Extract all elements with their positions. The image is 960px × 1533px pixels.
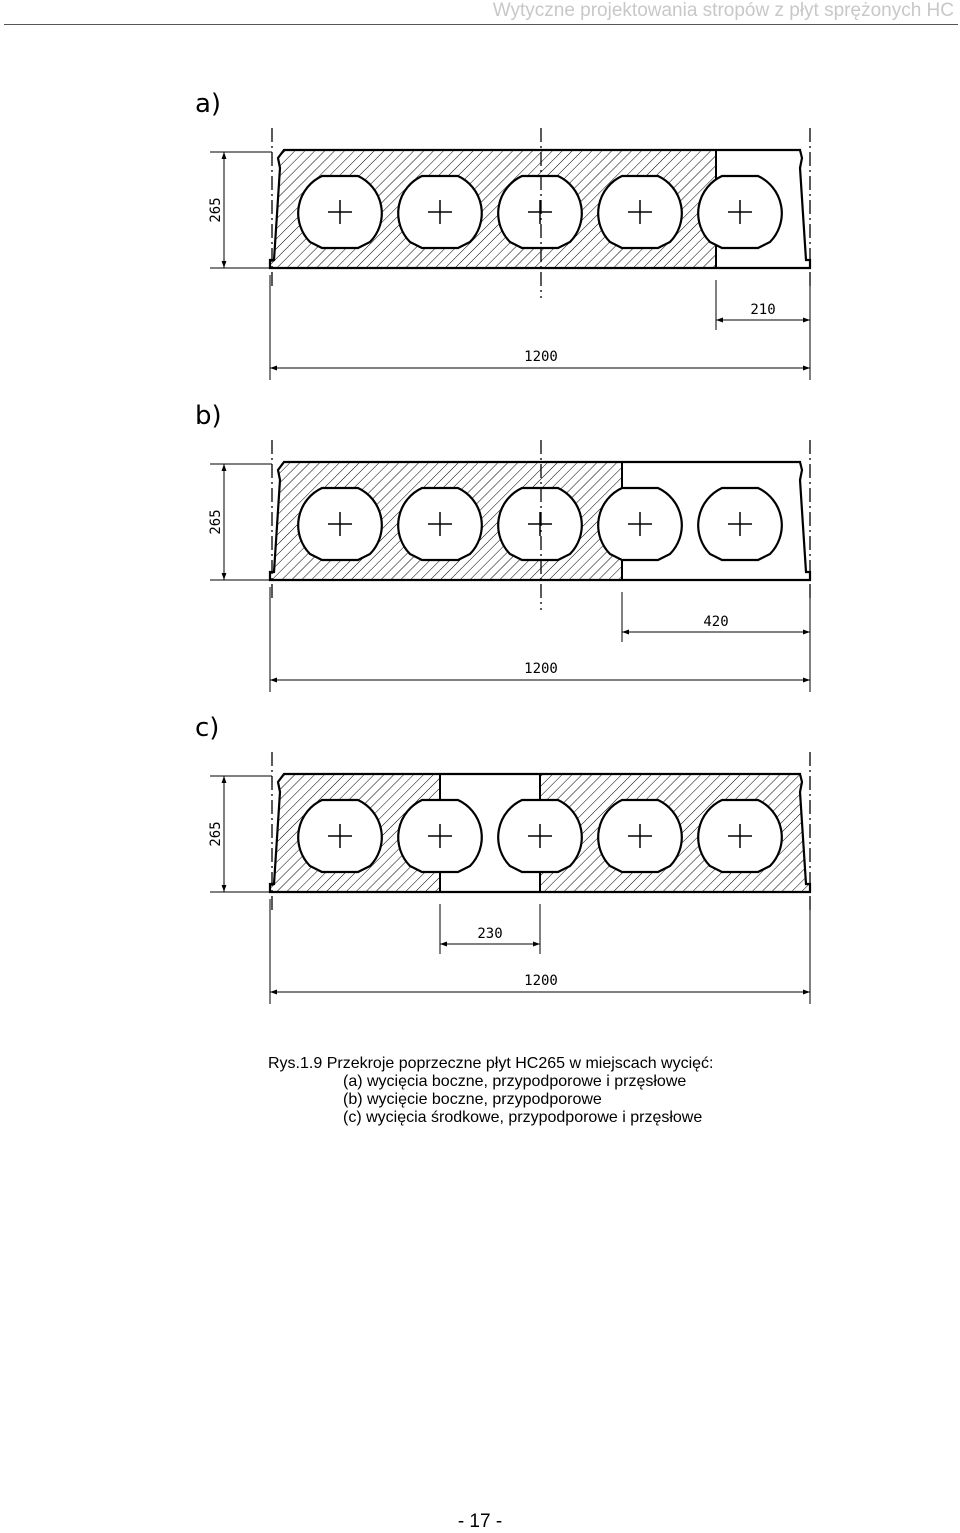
- caption-line-a: (a) wycięcia boczne, przypodporowe i przęsłowe: [343, 1073, 687, 1090]
- panel-b: [195, 401, 810, 692]
- cut-dimension: 230: [477, 926, 503, 942]
- cut-dimension: 420: [703, 614, 729, 630]
- caption-line-c: (c) wycięcia środkowe, przypodporowe i przęsłowe: [343, 1109, 703, 1126]
- figure-caption: [268, 1055, 714, 1127]
- panel-c: [195, 713, 810, 1004]
- height-dimension: 265: [208, 509, 224, 535]
- page-number: - 17 -: [457, 1511, 503, 1532]
- total-dimension: 1200: [524, 661, 558, 677]
- running-header: Wytyczne projektowania stropów z płyt sprężonych HC: [492, 0, 954, 21]
- total-dimension: 1200: [524, 349, 558, 365]
- panel-a: [195, 89, 810, 380]
- height-dimension: 265: [208, 821, 224, 847]
- panel-label: c): [195, 713, 220, 743]
- height-dimension: 265: [208, 197, 224, 223]
- panel-label: b): [195, 401, 222, 431]
- caption-line-b: (b) wycięcie boczne, przypodporowe: [343, 1091, 602, 1108]
- panel-label: a): [195, 89, 222, 119]
- cut-dimension: 210: [750, 302, 776, 318]
- total-dimension: 1200: [524, 973, 558, 989]
- caption-title: Rys.1.9 Przekroje poprzeczne płyt HC265 w miejscach wycięć:: [268, 1055, 714, 1072]
